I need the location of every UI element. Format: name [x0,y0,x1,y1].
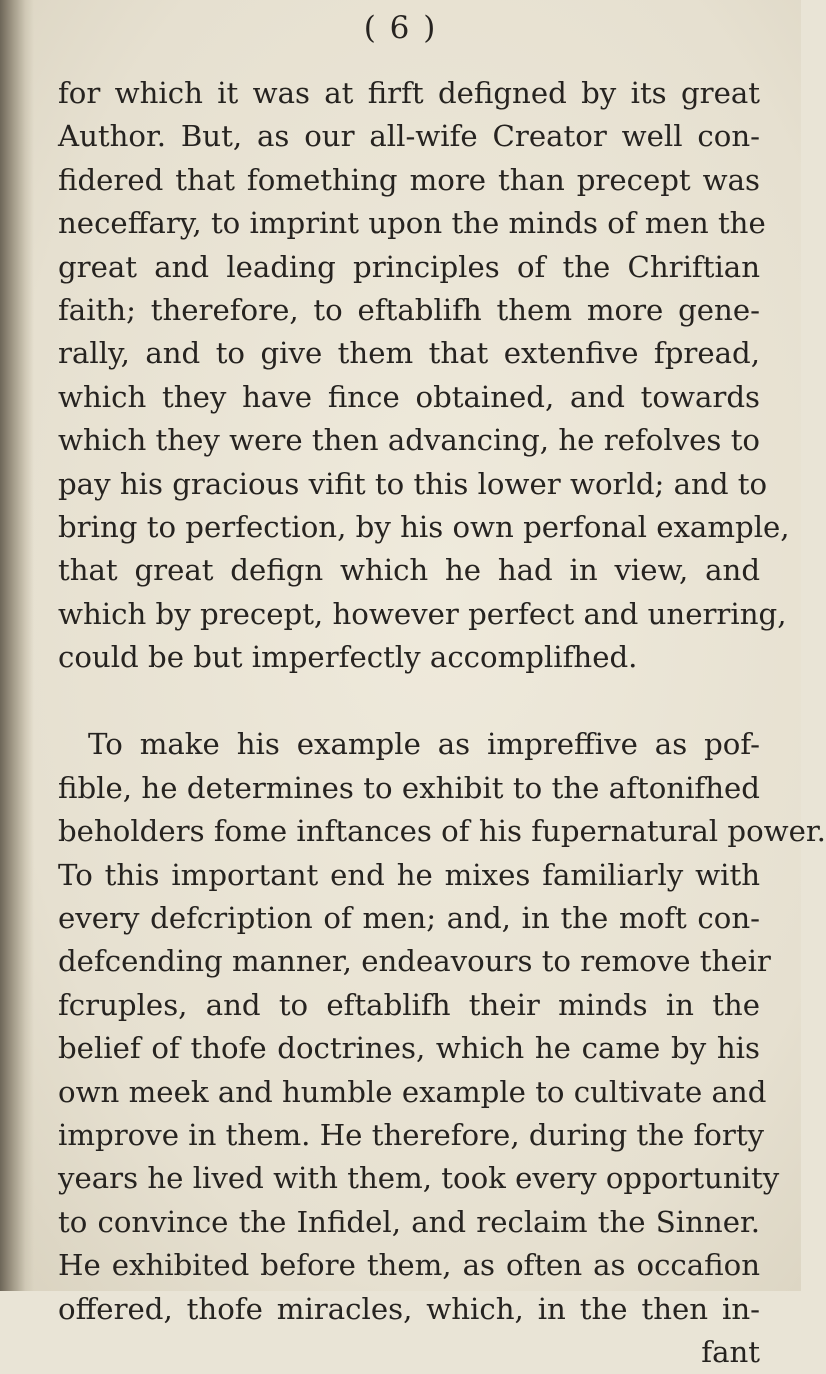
text-line: every defcription of men; and, in the moft con- [58,901,760,936]
text-line: great and leading principles of the Chriftian [58,249,760,284]
text-line: He exhibited before them, as often as occafion [58,1248,760,1283]
text-line: To this important end he mixes familiarly with [58,857,760,892]
text-line: To make his example as impreffive as pof- [88,727,760,762]
page-gutter-shadow [0,0,34,1291]
text-line: years he lived with them, took every opportunity [58,1161,780,1196]
text-line: fidered that fomething more than precept was [58,162,760,197]
body-text [58,72,826,1374]
text-line: to convince the Infidel, and reclaim the Sinner. [58,1204,760,1239]
text-line: which they were then advancing, he refolves to [58,423,760,458]
text-line: for which it was at firft defigned by its great [58,76,760,110]
page-number-header: ( 6 ) [363,10,438,46]
text-line: pay his gracious vifit to this lower world; and to [58,466,768,501]
text-line: offered, thofe miracles, which, in the then in- [58,1291,760,1326]
paragraph-2 [58,723,826,1330]
text-line: beholders fome inftances of his fupernatural power. [58,814,826,849]
text-line: faith; therefore, to eftablifh them more gene- [58,292,760,327]
catchword: fant [701,1334,760,1369]
text-line: belief of thofe doctrines, which he came by his [58,1031,760,1066]
text-line: Author. But, as our all-wife Creator well con- [58,119,760,154]
text-line: fcruples, and to eftablifh their minds in the [58,987,760,1022]
text-line: own meek and humble example to cultivate and [58,1074,767,1109]
text-line: that great defign which he had in view, and [58,553,760,588]
text-line: bring to perfection, by his own perfonal example, [58,509,790,544]
text-line: which they have fince obtained, and towards [58,379,760,414]
text-line: improve in them. He therefore, during the forty [58,1117,765,1152]
paragraph-1 [58,72,790,679]
text-line: neceffary, to imprint upon the minds of men the [58,206,766,241]
text-line: defcending manner, endeavours to remove their [58,944,771,979]
text-line: rally, and to give them that extenfive fpread, [58,336,760,371]
text-line: which by precept, however perfect and unerring, [58,596,787,631]
text-line: fible, he determines to exhibit to the aftonifhed [58,770,760,805]
text-line: could be but imperfectly accomplifhed. [58,640,638,675]
paragraph-spacer [58,679,760,723]
